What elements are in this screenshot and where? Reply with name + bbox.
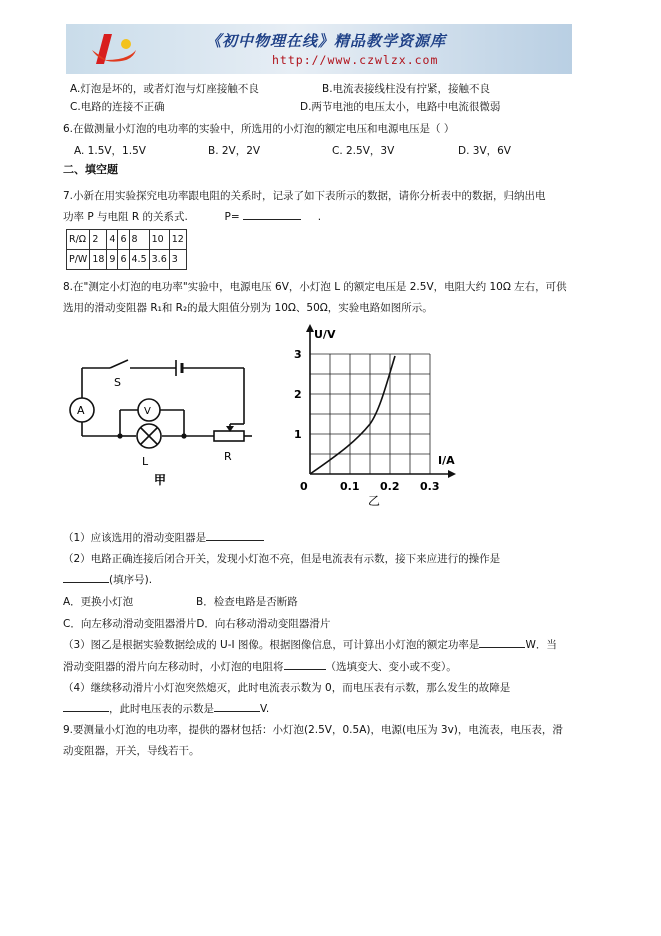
table-row: [67, 230, 187, 250]
x-axis-label: I/A: [438, 454, 455, 467]
q5-option-c: C.电路的连接不正确: [70, 101, 165, 113]
q8-part4-line2: [63, 701, 269, 716]
q8-line2: 选用的滑动变阻器 R₁和 R₂的最大阻值分别为 10Ω、50Ω，实验电路如图所示。: [63, 302, 433, 314]
table-cell: 8: [129, 230, 149, 250]
q6-option-c: C. 2.5V，3V: [332, 145, 395, 157]
section-title: 二、填空题: [63, 163, 118, 176]
q8-part3-blank2[interactable]: [284, 659, 326, 670]
q8-part4-text: ，此时电压表的示数是: [109, 703, 214, 715]
table-cell: 3: [169, 250, 186, 270]
table-cell: R/Ω: [67, 230, 90, 250]
q7-answer-blank[interactable]: [243, 209, 301, 220]
table-cell: P/W: [67, 250, 90, 270]
q8-option-c: C．向左移动滑动变阻器滑片: [63, 618, 197, 630]
q7-line1: 7.小新在用实验探究电功率跟电阻的关系时，记录了如下表所示的数据，请你分析表中的数据，归纳出电: [63, 190, 546, 202]
q8-part2-line2: [63, 572, 152, 587]
ui-graph: [282, 322, 472, 506]
ammeter-label: A: [77, 404, 85, 417]
q8-part3-line2: [63, 659, 457, 674]
table-cell: 4: [107, 230, 118, 250]
banner-title: 《初中物理在线》精品教学资源库: [206, 32, 447, 50]
q8-line1: 8.在"测定小灯泡的电功率"实验中，电源电压 6V，小灯泡 L 的额定电压是 2.5V，电阻大约 10Ω 左右，可供: [63, 281, 567, 293]
q8-part3-unit: W．当: [525, 639, 557, 651]
q7-period: .: [317, 211, 322, 223]
y-tick: 2: [294, 388, 302, 401]
table-cell: 6: [118, 250, 129, 270]
table-cell: 9: [107, 250, 118, 270]
table-cell: 3.6: [149, 250, 169, 270]
q8-part2-blank[interactable]: [63, 572, 109, 583]
q8-part1-blank[interactable]: [206, 530, 264, 541]
y-tick: 3: [294, 348, 302, 361]
table-cell: 10: [149, 230, 169, 250]
voltmeter-label: V: [144, 406, 151, 417]
x-tick: 0.2: [380, 480, 400, 493]
q9-line2: 动变阻器，开关，导线若干。: [63, 745, 200, 757]
q8-part4-blank1[interactable]: [63, 701, 109, 712]
q7-line2: [63, 209, 321, 224]
table-cell: 18: [90, 250, 107, 270]
table-cell: 2: [90, 230, 107, 250]
q8-option-a: A．更换小灯泡: [63, 596, 134, 608]
q8-option-b: B．检查电路是否断路: [196, 596, 298, 608]
logo-icon: [82, 30, 142, 70]
q5-option-b: B.电流表接线柱没有拧紧，接触不良: [322, 83, 491, 95]
q8-part3-blank1[interactable]: [479, 637, 525, 648]
q8-part3-line1: [63, 637, 557, 652]
q9-line1: 9.要测量小灯泡的电功率，提供的器材包括：小灯泡(2.5V，0.5A)，电源(电压为 3v)，电流表，电压表，滑: [63, 724, 563, 736]
y-tick: 1: [294, 428, 302, 441]
switch-label: S: [114, 376, 121, 389]
q8-part1: [63, 530, 264, 545]
circuit-diagram: [64, 354, 279, 494]
table-cell: 6: [118, 230, 129, 250]
q8-part3-choice: （选填变大、变小或不变）。: [325, 661, 457, 673]
data-table: [66, 229, 187, 270]
q8-part4-blank2[interactable]: [214, 701, 260, 712]
q8-part3-text2: 滑动变阻器的滑片向左移动时，小灯泡的电阻将: [63, 661, 284, 673]
table-cell: 12: [169, 230, 186, 250]
q7-text: 功率 P 与电阻 R 的关系式.: [63, 211, 188, 223]
origin-label: 0: [300, 480, 308, 493]
table-cell: 4.5: [129, 250, 149, 270]
q5-option-d: D.两节电池的电压太小，电路中电流很微弱: [300, 101, 501, 113]
q8-option-d: D．向右移动滑动变阻器滑片: [196, 618, 331, 630]
q8-option-c-d: [63, 616, 330, 631]
table-row: [67, 250, 187, 270]
circuit-caption: 甲: [154, 473, 167, 487]
lamp-label: L: [142, 455, 149, 468]
q8-part2-line1: （2）电路正确连接后闭合开关，发现小灯泡不亮，但是电流表有示数，接下来应进行的操作是: [63, 553, 501, 565]
q5-option-a: A.灯泡是坏的，或者灯泡与灯座接触不良: [70, 83, 259, 95]
q8-part4-line1: （4）继续移动滑片小灯泡突然熄灭，此时电流表示数为 0，而电压表有示数，那么发生的故障是: [63, 682, 511, 694]
q8-part3-text: （3）图乙是根据实验数据绘成的 U-I 图像。根据图像信息，可计算出小灯泡的额定功率是: [63, 639, 480, 651]
y-axis-label: U/V: [314, 328, 336, 341]
q8-part2-text: (填序号).: [109, 574, 153, 586]
q8-part4-unit: V.: [260, 703, 270, 715]
x-tick: 0.3: [420, 480, 440, 493]
q6-option-a: A. 1.5V，1.5V: [74, 145, 146, 157]
q6-option-d: D. 3V，6V: [458, 145, 511, 157]
graph-caption: 乙: [368, 494, 381, 506]
rheostat-label: R: [224, 450, 232, 463]
q6-stem: 6.在做测量小灯泡的电功率的实验中，所选用的小灯泡的额定电压和电源电压是（ ）: [63, 123, 455, 135]
banner-url: http://www.czwlzx.com: [272, 53, 439, 67]
header-banner: [66, 24, 572, 74]
q6-option-b: B. 2V，2V: [208, 145, 261, 157]
x-tick: 0.1: [340, 480, 360, 493]
q7-p-label: P=: [224, 211, 240, 223]
q8-part1-text: （1）应该选用的滑动变阻器是: [63, 532, 207, 544]
